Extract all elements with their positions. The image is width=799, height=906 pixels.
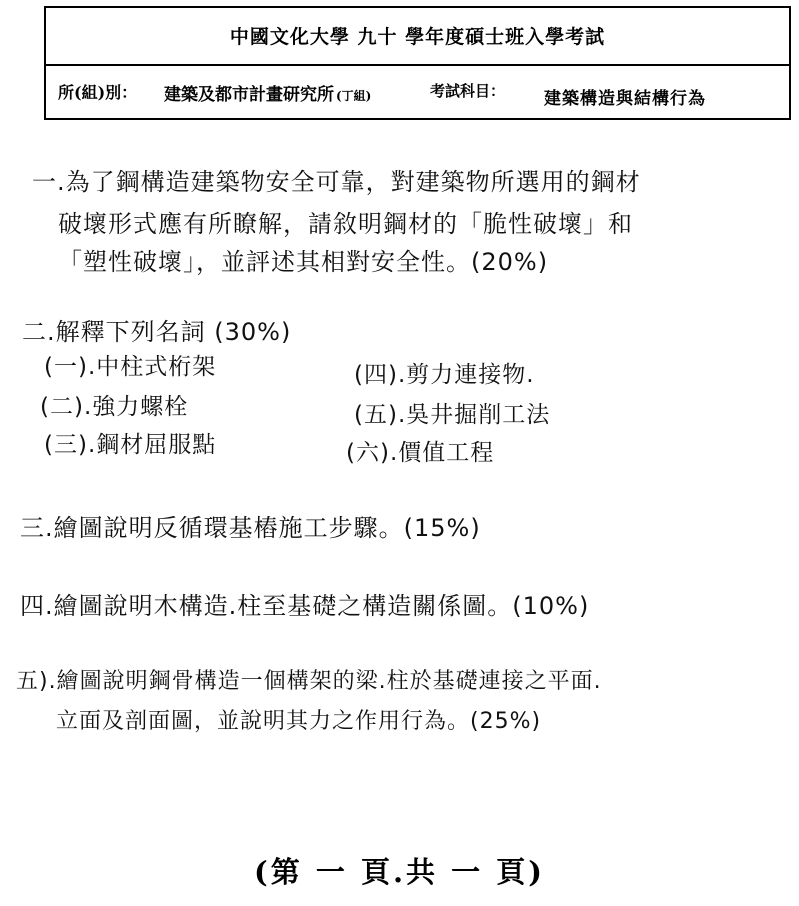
department-label: 所(組)別： xyxy=(58,83,138,102)
term-item-2: (二).強力螺栓 xyxy=(40,394,189,420)
term-item-1: (一).中柱式桁架 xyxy=(44,354,217,380)
subject-value: 建築構造與結構行為 xyxy=(544,89,706,109)
question-5-line-1: 五).繪圖說明鋼骨構造一個構架的梁.柱於基礎連接之平面. xyxy=(16,669,602,694)
exam-header xyxy=(44,6,791,120)
term-item-5: (五).吳井掘削工法 xyxy=(354,402,551,428)
question-1-line-1: 一.為了鋼構造建築物安全可靠，對建築物所選用的鋼材 xyxy=(32,168,641,196)
department-value xyxy=(164,80,371,105)
question-3: 三.繪圖說明反循環基樁施工步驟。(15%) xyxy=(20,514,481,542)
term-item-3: (三).鋼材屈服點 xyxy=(44,432,217,458)
header-divider xyxy=(46,64,789,66)
department-group: (丁組) xyxy=(336,89,372,103)
question-5-line-2: 立面及剖面圖，並說明其力之作用行為。(25%) xyxy=(56,709,542,734)
term-item-4: (四).剪力連接物. xyxy=(354,362,535,388)
question-1-line-3: 「塑性破壞」，並評述其相對安全性。(20%) xyxy=(58,248,549,276)
question-4: 四.繪圖說明木構造.柱至基礎之構造關係圖。(10%) xyxy=(20,592,590,620)
page-number: (第 一 頁.共 一 頁) xyxy=(254,855,545,889)
subject-label: 考試科目： xyxy=(430,82,506,100)
department-name: 建築及都市計畫研究所 xyxy=(164,85,334,105)
question-2-title: 二.解釋下列名詞 (30%) xyxy=(22,318,292,346)
term-item-6: (六).價值工程 xyxy=(346,440,495,466)
exam-title: 中國文化大學 九十 學年度碩士班入學考試 xyxy=(229,26,606,48)
question-1-line-2: 破壞形式應有所瞭解，請敘明鋼材的「脆性破壞」和 xyxy=(58,210,633,238)
